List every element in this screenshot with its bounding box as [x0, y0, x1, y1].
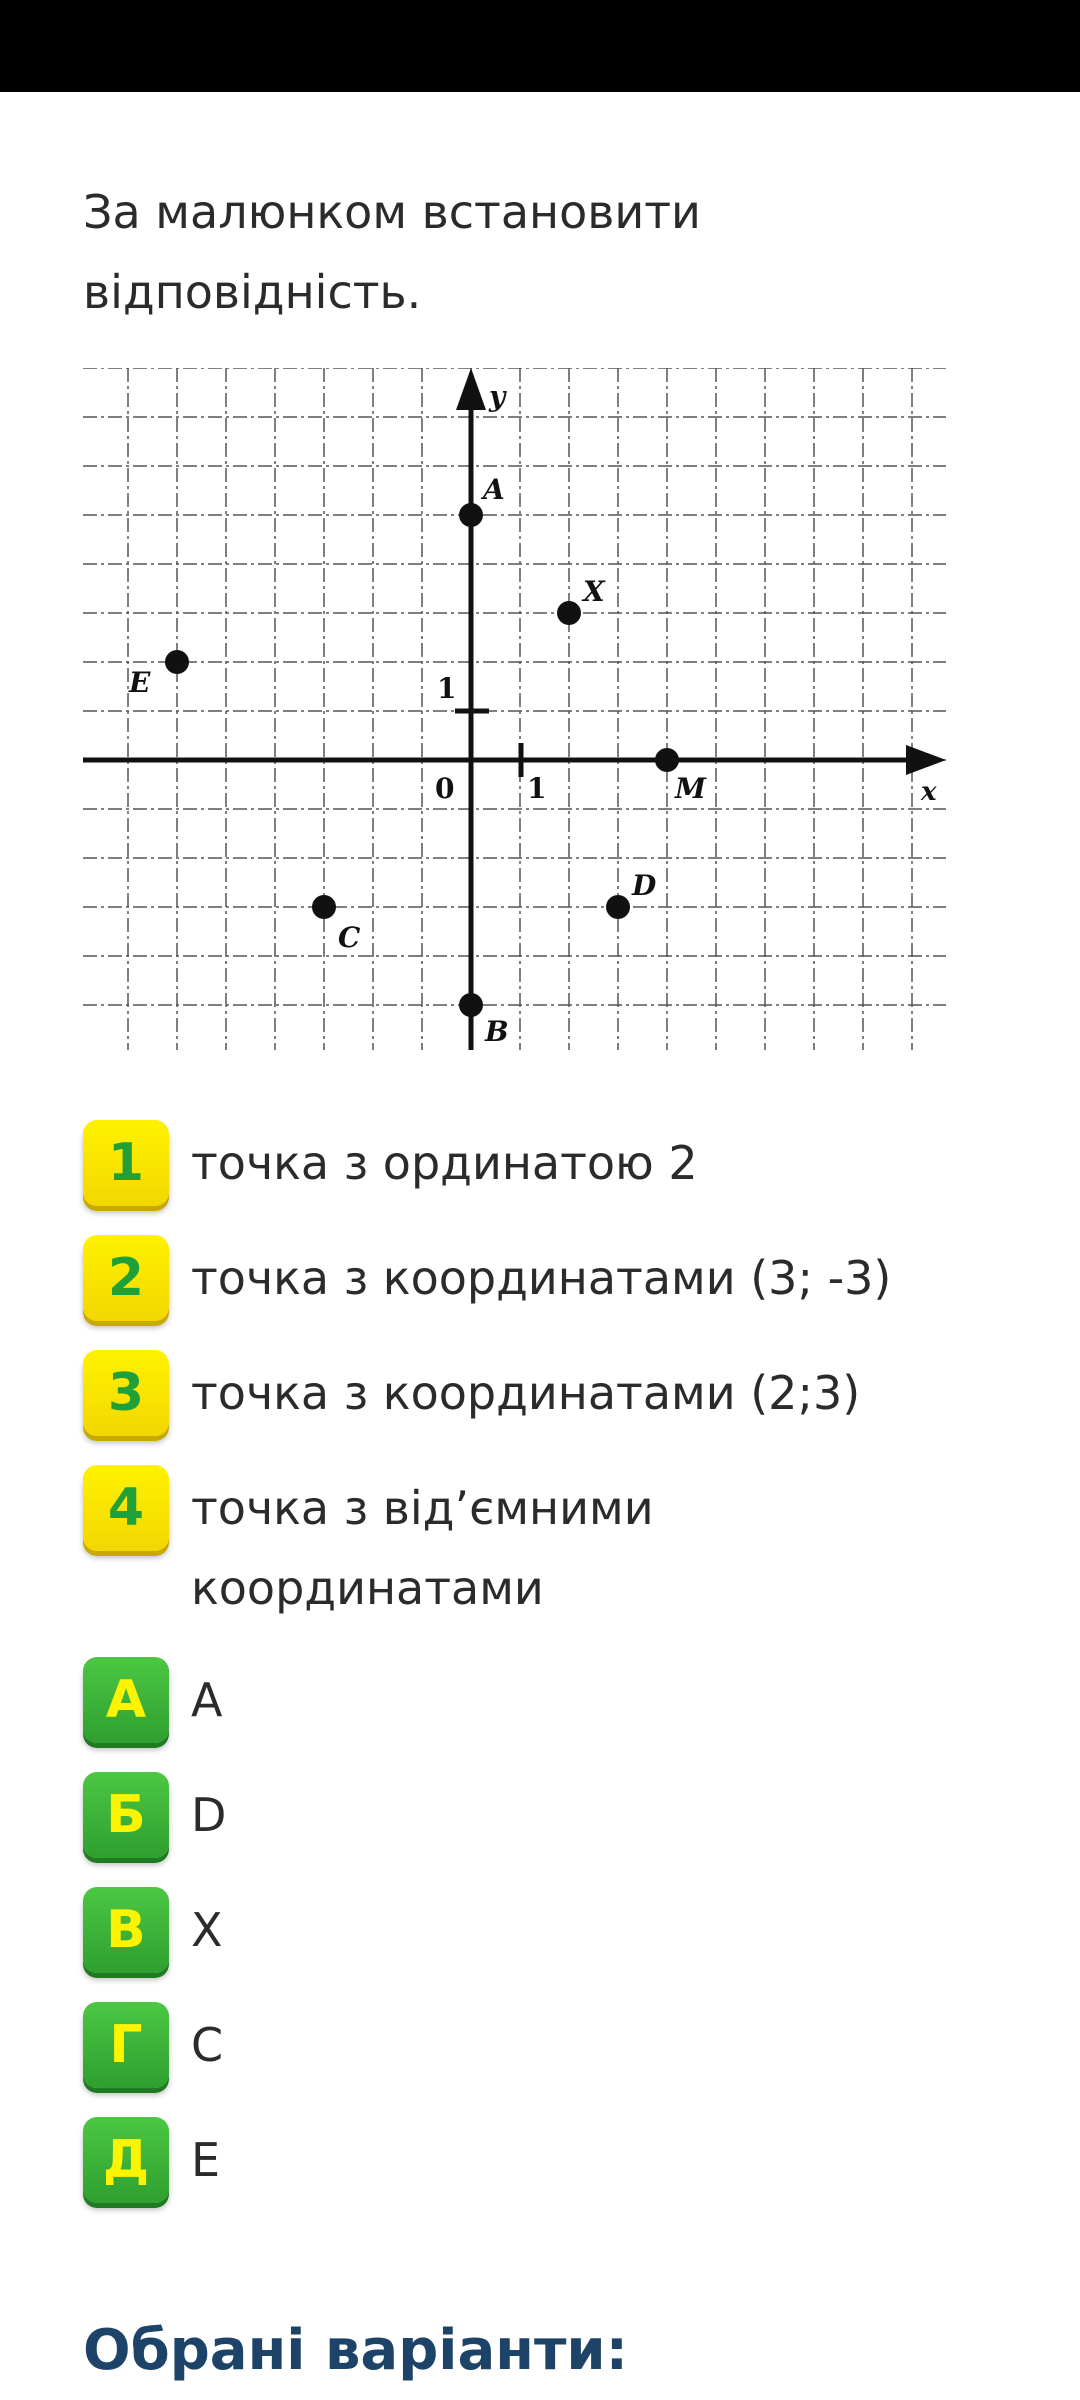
- axes: [83, 368, 946, 1050]
- statement-text: точка з від’ємними координатами: [191, 1481, 654, 1615]
- answer-text: D: [191, 1788, 227, 1842]
- answer-b[interactable]: [83, 1772, 1021, 1858]
- x-axis-label: x: [921, 777, 937, 807]
- statement-2[interactable]: [83, 1235, 1021, 1321]
- answer-text: C: [191, 2018, 224, 2072]
- point-b: [459, 993, 483, 1017]
- chosen-options-title: Обрані варіанти:: [83, 2318, 629, 2383]
- x-axis-arrow: [906, 745, 946, 775]
- answer-v[interactable]: [83, 1887, 1021, 1973]
- statement-badge: 3: [83, 1350, 169, 1436]
- point-label-m: M: [675, 772, 706, 805]
- point-label-x: X: [583, 575, 605, 608]
- statement-3[interactable]: [83, 1350, 1021, 1436]
- y-unit-label: 1: [437, 672, 457, 705]
- statement-text: точка з координатами (2;3): [191, 1366, 861, 1420]
- point-label-b: B: [485, 1015, 509, 1048]
- point-label-c: C: [338, 921, 361, 954]
- statement-4[interactable]: [83, 1465, 811, 1628]
- point-label-a: A: [483, 473, 505, 506]
- point-m: [655, 748, 679, 772]
- y-axis-label: y: [489, 380, 506, 413]
- question-text: За малюнком встановити відповідність.: [83, 185, 701, 319]
- statement-badge: 1: [83, 1120, 169, 1206]
- point-x: [557, 601, 581, 625]
- point-d: [606, 895, 630, 919]
- point-label-d: D: [632, 869, 657, 902]
- answer-d[interactable]: [83, 2117, 1021, 2203]
- x-unit-label: 1: [527, 772, 547, 805]
- statement-badge: 2: [83, 1235, 169, 1321]
- answer-badge: Д: [83, 2117, 169, 2203]
- point-e: [165, 650, 189, 674]
- y-axis-arrow: [456, 368, 486, 410]
- statement-text: точка з ординатою 2: [191, 1136, 698, 1190]
- answer-badge: Г: [83, 2002, 169, 2088]
- answer-a[interactable]: [83, 1657, 1021, 1743]
- answer-badge: А: [83, 1657, 169, 1743]
- answer-text: X: [191, 1903, 223, 1957]
- coordinate-plane: [83, 368, 946, 1050]
- answer-text: A: [191, 1673, 223, 1727]
- statement-1[interactable]: [83, 1120, 1021, 1206]
- answer-badge: Б: [83, 1772, 169, 1858]
- status-bar: [0, 0, 1080, 92]
- point-a: [459, 503, 483, 527]
- origin-label: 0: [435, 772, 455, 805]
- statement-badge: 4: [83, 1465, 169, 1551]
- point-label-e: E: [129, 666, 151, 699]
- answer-text: E: [191, 2133, 221, 2187]
- statement-text: точка з координатами (3; -3): [191, 1251, 892, 1305]
- answer-h[interactable]: [83, 2002, 1021, 2088]
- answer-badge: В: [83, 1887, 169, 1973]
- grid: [83, 368, 946, 1050]
- coordinate-figure: [83, 368, 946, 1050]
- point-c: [312, 895, 336, 919]
